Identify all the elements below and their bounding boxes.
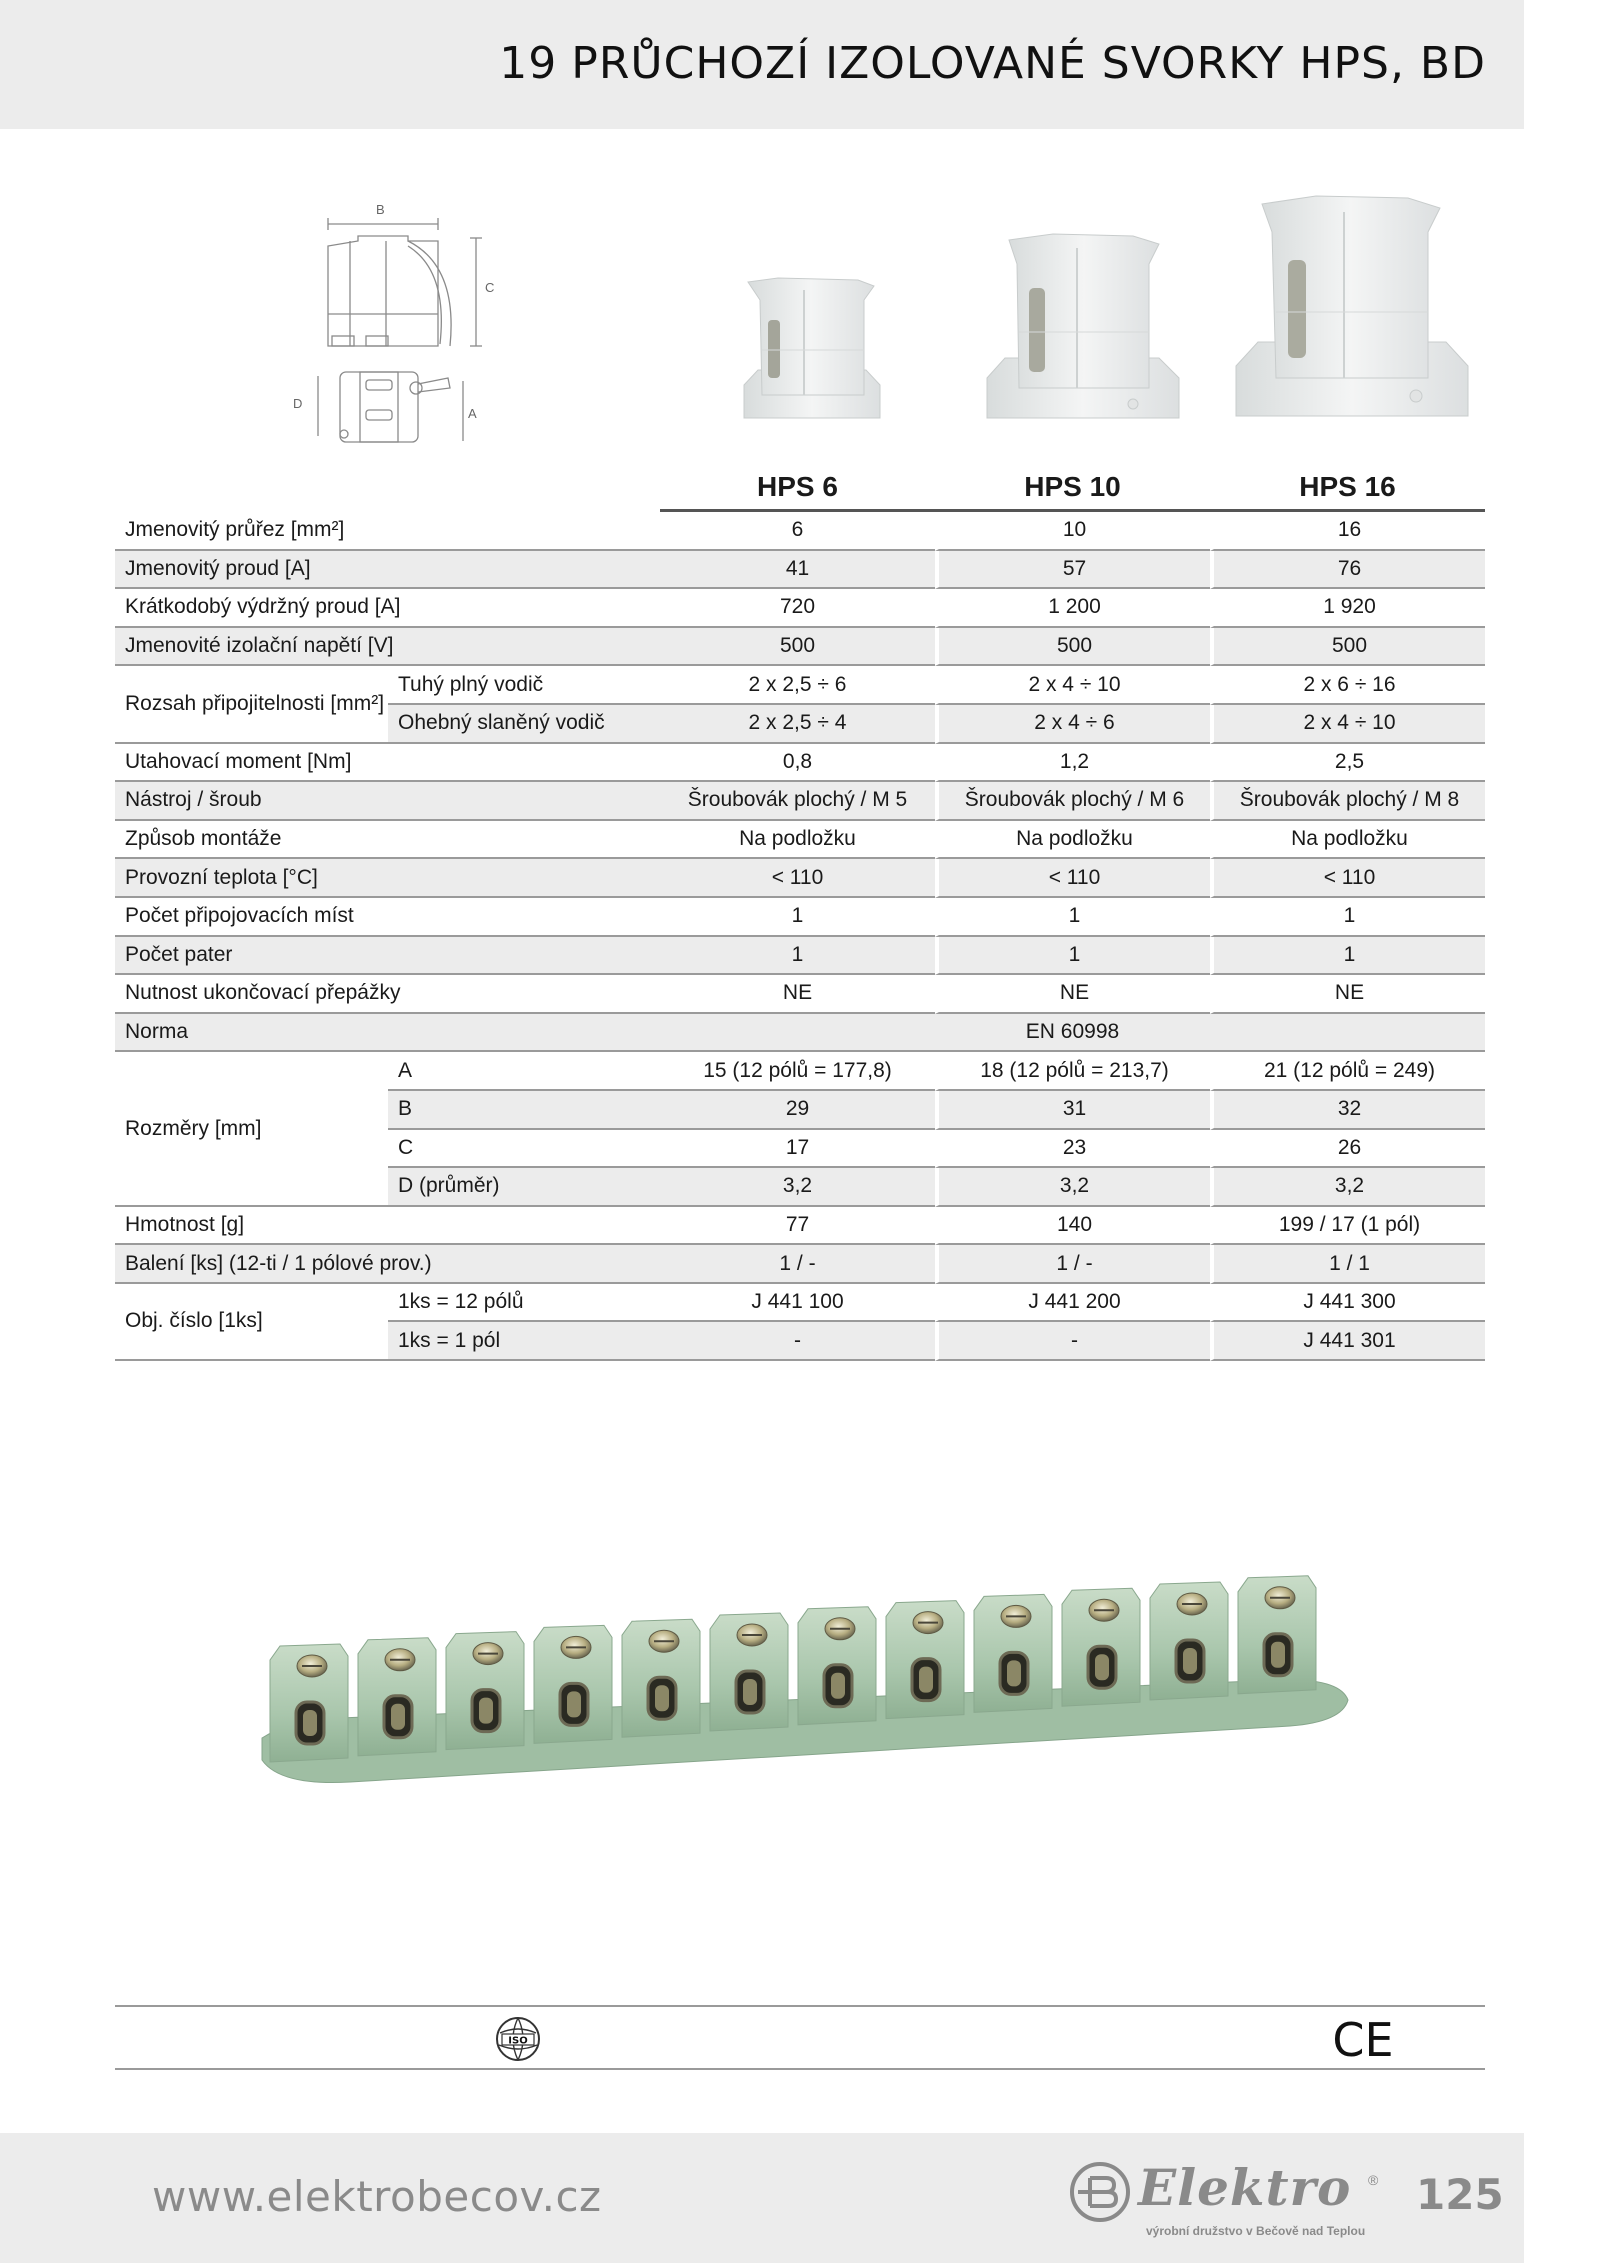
table-cell: Na podložku <box>1210 821 1485 860</box>
terminal-block <box>974 1594 1052 1712</box>
table-cell: 2 x 4 ÷ 10 <box>935 666 1210 705</box>
registered-mark: ® <box>1368 2172 1379 2188</box>
terminal-block <box>1062 1588 1140 1706</box>
row-sublabel: B <box>388 1091 660 1130</box>
table-cell: 76 <box>1210 551 1485 590</box>
table-cell: 1 <box>660 898 935 937</box>
table-cell: < 110 <box>1210 859 1485 898</box>
table-cell: 17 <box>660 1130 935 1169</box>
table-cell: 2,5 <box>1210 744 1485 783</box>
logo-subtitle: výrobní družstvo v Bečově nad Teplou <box>1146 2224 1366 2238</box>
row-label: Jmenovitý průřez [mm²] <box>115 512 660 551</box>
table-cell: 199 / 17 (1 pól) <box>1210 1207 1485 1246</box>
table-cell: 720 <box>660 589 935 628</box>
iso-text: ISO <box>508 2035 528 2047</box>
table-cell: 0,8 <box>660 744 935 783</box>
table-cell-merged: EN 60998 <box>660 1014 1485 1053</box>
table-cell: 21 (12 pólů = 249) <box>1210 1052 1485 1091</box>
table-row <box>115 821 1485 860</box>
product-photo-hps16 <box>1232 190 1472 430</box>
table-cell: 2 x 6 ÷ 16 <box>1210 666 1485 705</box>
table-cell: 57 <box>935 551 1210 590</box>
table-cell: Na podložku <box>935 821 1210 860</box>
terminal-block <box>534 1625 612 1743</box>
table-cell: 2 x 4 ÷ 10 <box>1210 705 1485 744</box>
table-cell: 6 <box>660 512 935 551</box>
table-row <box>115 551 1485 590</box>
drawing-label-d: D <box>293 396 303 411</box>
row-group-label: Obj. číslo [1ks] <box>115 1284 388 1361</box>
table-cell: 41 <box>660 551 935 590</box>
drawing-label-a: A <box>468 406 477 421</box>
table-cell: 1 <box>935 937 1210 976</box>
table-cell: 2 x 4 ÷ 6 <box>935 705 1210 744</box>
table-row <box>115 589 1485 628</box>
row-label: Počet pater <box>115 937 660 976</box>
table-cell: 1 <box>1210 937 1485 976</box>
table-cell: Šroubovák plochý / M 6 <box>935 782 1210 821</box>
row-label: Utahovací moment [Nm] <box>115 744 660 783</box>
elektro-logo-text: Elektro <box>1138 2158 1352 2217</box>
table-row <box>115 859 1485 898</box>
terminal-block <box>798 1607 876 1725</box>
table-cell: < 110 <box>935 859 1210 898</box>
table-row <box>115 1245 1485 1284</box>
table-cell: 23 <box>935 1130 1210 1169</box>
table-row <box>115 666 1485 705</box>
drawing-label-b: B <box>376 202 385 217</box>
table-cell: 500 <box>935 628 1210 667</box>
row-label: Nástroj / šroub <box>115 782 660 821</box>
table-cell: 1 <box>1210 898 1485 937</box>
table-cell: 500 <box>1210 628 1485 667</box>
table-cell: 3,2 <box>935 1168 1210 1207</box>
row-sublabel: 1ks = 1 pól <box>388 1322 660 1361</box>
table-cell: Šroubovák plochý / M 5 <box>660 782 935 821</box>
website-url[interactable]: www.elektrobecov.cz <box>152 2172 602 2221</box>
table-cell: 10 <box>935 512 1210 551</box>
table-cell: 77 <box>660 1207 935 1246</box>
table-row <box>115 937 1485 976</box>
column-header-hps16: HPS 16 <box>1210 470 1485 512</box>
row-label: Norma <box>115 1014 660 1053</box>
table-row <box>115 512 1485 551</box>
iso-logo-icon <box>494 2015 542 2063</box>
table-row <box>115 1284 1485 1323</box>
terminal-block <box>710 1613 788 1731</box>
table-cell: 140 <box>935 1207 1210 1246</box>
row-sublabel: C <box>388 1130 660 1169</box>
row-sublabel: Tuhý plný vodič <box>388 666 660 705</box>
table-cell: < 110 <box>660 859 935 898</box>
terminal-block <box>1238 1576 1316 1694</box>
table-cell: 29 <box>660 1091 935 1130</box>
table-cell: NE <box>660 975 935 1014</box>
terminal-block <box>1150 1582 1228 1700</box>
footer-rule <box>115 2068 1485 2070</box>
table-cell: NE <box>935 975 1210 1014</box>
ce-mark-icon <box>1328 2016 1398 2062</box>
table-cell: J 441 100 <box>660 1284 935 1323</box>
table-cell: 2 x 2,5 ÷ 4 <box>660 705 935 744</box>
table-row <box>115 1052 1485 1091</box>
row-sublabel: A <box>388 1052 660 1091</box>
table-cell: - <box>660 1322 935 1361</box>
table-cell: 3,2 <box>1210 1168 1485 1207</box>
row-sublabel: 1ks = 12 pólů <box>388 1284 660 1323</box>
drawing-label-c: C <box>485 280 495 295</box>
table-cell: NE <box>1210 975 1485 1014</box>
table-cell: 1 / 1 <box>1210 1245 1485 1284</box>
terminal-block <box>358 1638 436 1756</box>
terminal-strip-photo <box>250 1560 1360 1820</box>
table-cell: 18 (12 pólů = 213,7) <box>935 1052 1210 1091</box>
row-label: Hmotnost [g] <box>115 1207 660 1246</box>
table-cell: - <box>935 1322 1210 1361</box>
page-number: 125 <box>1416 2170 1504 2219</box>
terminal-block <box>622 1619 700 1737</box>
table-row <box>115 782 1485 821</box>
table-cell: 1 <box>935 898 1210 937</box>
terminal-block <box>270 1644 348 1762</box>
row-label: Jmenovité izolační napětí [V] <box>115 628 660 667</box>
row-label: Počet připojovacích míst <box>115 898 660 937</box>
table-cell: 1 / - <box>935 1245 1210 1284</box>
table-cell: 3,2 <box>660 1168 935 1207</box>
row-sublabel: Ohebný slaněný vodič <box>388 705 660 744</box>
row-label: Způsob montáže <box>115 821 660 860</box>
table-row <box>115 744 1485 783</box>
table-cell: Na podložku <box>660 821 935 860</box>
table-cell: 1 200 <box>935 589 1210 628</box>
chapter-number: 19 <box>499 38 558 89</box>
table-cell: J 441 300 <box>1210 1284 1485 1323</box>
terminal-block <box>886 1601 964 1719</box>
table-cell: 500 <box>660 628 935 667</box>
table-row <box>115 1014 1485 1053</box>
table-cell: 32 <box>1210 1091 1485 1130</box>
terminal-block <box>446 1632 524 1750</box>
footer-rule <box>115 2005 1485 2007</box>
row-label: Balení [ks] (12-ti / 1 pólové prov.) <box>115 1245 660 1284</box>
row-group-label: Rozměry [mm] <box>115 1052 388 1206</box>
technical-drawing <box>288 196 508 456</box>
row-label: Nutnost ukončovací přepážky <box>115 975 660 1014</box>
row-label: Krátkodobý výdržný proud [A] <box>115 589 660 628</box>
table-cell: 15 (12 pólů = 177,8) <box>660 1052 935 1091</box>
specification-table <box>115 470 1485 1361</box>
table-cell: 16 <box>1210 512 1485 551</box>
product-photo-hps10 <box>983 228 1183 428</box>
row-label: Jmenovitý proud [A] <box>115 551 660 590</box>
table-cell: 31 <box>935 1091 1210 1130</box>
product-photo-hps6 <box>738 270 886 428</box>
elektro-logo-icon <box>1068 2160 1132 2224</box>
row-sublabel: D (průměr) <box>388 1168 660 1207</box>
page-title <box>499 38 1486 89</box>
table-cell: J 441 200 <box>935 1284 1210 1323</box>
row-label: Provozní teplota [°C] <box>115 859 660 898</box>
table-row <box>115 975 1485 1014</box>
table-cell: Šroubovák plochý / M 8 <box>1210 782 1485 821</box>
table-cell: 1,2 <box>935 744 1210 783</box>
chapter-title: PRŮCHOZÍ IZOLOVANÉ SVORKY HPS, BD <box>571 38 1486 89</box>
table-cell: 26 <box>1210 1130 1485 1169</box>
table-cell: J 441 301 <box>1210 1322 1485 1361</box>
table-cell: 1 / - <box>660 1245 935 1284</box>
column-header-hps6: HPS 6 <box>660 470 935 512</box>
table-row <box>115 1207 1485 1246</box>
table-row <box>115 628 1485 667</box>
table-row <box>115 898 1485 937</box>
ce-text: CE <box>1332 2016 1394 2062</box>
row-group-label: Rozsah připojitelnosti [mm²] <box>115 666 388 743</box>
column-header-hps10: HPS 10 <box>935 470 1210 512</box>
table-cell: 1 920 <box>1210 589 1485 628</box>
table-cell: 2 x 2,5 ÷ 6 <box>660 666 935 705</box>
table-cell: 1 <box>660 937 935 976</box>
